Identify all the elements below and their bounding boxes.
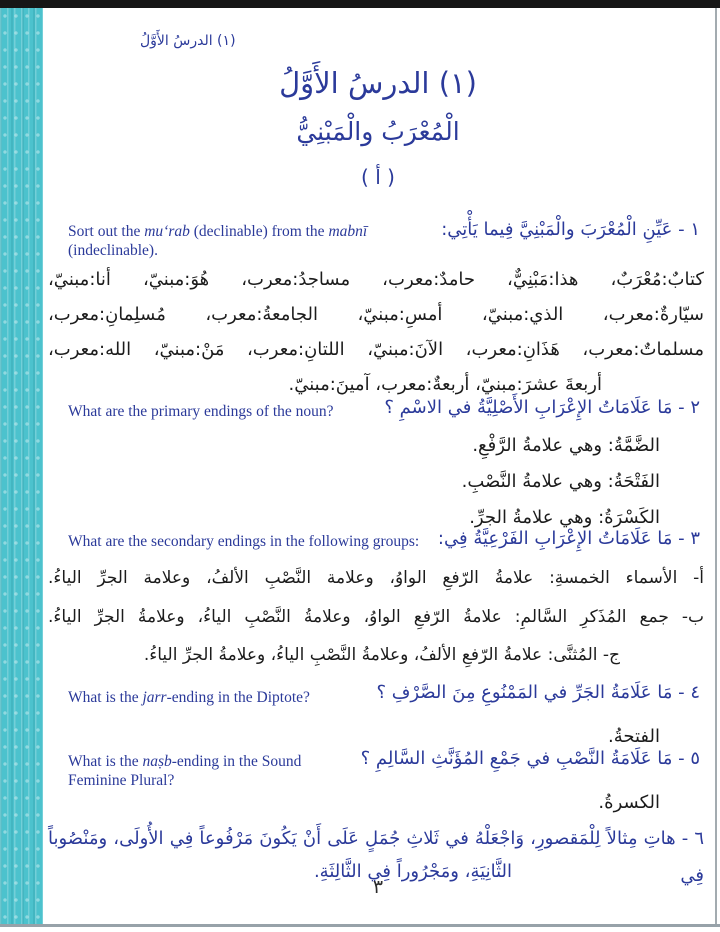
en-term-nasb: naṣb [142,753,172,770]
exercise-4-arabic-question: ٤ - مَا عَلَامَةُ الجَرِّ في المَمْنُوعِ مِنَ الصَّرْفِ ؟ [376,682,700,703]
en-text: (indeclinable). [68,242,158,260]
page-number: ٣ [372,876,384,898]
exercise-1-answer-line-3: مسلماتٌ:معرب، هَذَانِ:معرب، الآنَ:مبنيّ، اللتانِ:معرب، مَنْ:مبنيّ، الله:معرب، [48,339,704,360]
page-top-edge [0,0,720,8]
exercise-2-answer-fatha: الفَتْحَةُ: وهي علامةُ النَّصْبِ. [461,471,660,492]
exercise-1-answer-line-4: أربعةَ عشرَ:مبنيّ، أربعةٌ:معرب، آمينَ:مبنيّ. [288,374,602,395]
section-marker: ( أ ) [361,165,395,189]
en-text: (declinable) from the [189,223,329,240]
exercise-1-answer-line-1: كتابٌ:مُعْرَبٌ، هذا:مَبْنِيٌّ، حامدٌ:معرب، مساجدُ:معرب، هُوَ:مبنيّ، أنا:مبنيّ، [48,269,704,290]
exercise-2-answer-damma: الضَّمَّةُ: وهي علامةُ الرَّفْعِ. [472,435,660,456]
exercise-2-arabic-question: ٢ - مَا عَلَامَاتُ الإِعْرَابِ الأَصْلِيَّةُ في الاسْمِ ؟ [384,397,700,418]
lesson-subtitle: الْمُعْرَبُ والْمَبْنِيُّ [296,117,460,146]
exercise-5-english-question [68,752,360,791]
exercise-6-arabic-line-1: ٦ - هاتِ مِثالاً لِلْمَقصورِ، وَاجْعَلْهُ في ثَلاثِ جُمَلٍ عَلَى أَنْ يَكُونَ مَرْفُوعاً فِي الأُولَى، ومَنْصُوباً فِي [48,828,704,886]
en-text: What is the [68,689,143,706]
exercise-4-english-question [68,688,408,707]
exercise-1-arabic-question: ١ - عَيِّنِ الْمُعْرَبَ والْمَبْنِيَّ فِيما يَأْتِي: [441,219,700,240]
exercise-2-english-question: What are the primary endings of the noun? [68,403,334,420]
en-text: -ending in the Diptote? [166,689,310,706]
en-term-mabni: mabnī [328,223,368,240]
en-term-jarr: jarr [142,689,167,706]
exercise-2-answer-kasra: الكَسْرَةُ: وهي علامةُ الجرِّ. [469,507,660,528]
exercise-3-answer-a: أ- الأسماء الخمسةِ: علامةُ الرّفعِ الواوُ، وعلامة النَّصْبِ الألفُ، وعلامة الجرِّ الياءُ. [48,568,704,588]
lesson-title: (١) الدرسُ الأَوَّلُ [279,66,477,100]
decorative-binding-strip [0,8,43,925]
en-text: Sort out the [68,223,145,240]
exercise-1-answer-line-2: سيّارةٌ:معرب، الذي:مبنيّ، أمسِ:مبنيّ، الجامعةُ:معرب، مُسلِمانِ:معرب، [48,304,704,325]
exercise-1-english-question [68,222,376,261]
exercise-3-arabic-question: ٣ - مَا عَلَامَاتُ الإِعْرَابِ الفَرْعِيَّةُ فِي: [437,528,700,549]
exercise-3-answer-c: ج- المُثنَّى: علامةُ الرّفعِ الألفُ، وعلامةُ النَّصْبِ الياءُ، وعلامةُ الجرِّ الياءُ. [143,645,620,665]
en-term-murab: muʻrab [144,223,190,240]
exercise-3-answer-b: ب- جمع المُذَكرِ السَّالمِ: علامةُ الرّفعِ الواوُ، وعلامةُ النَّصْبِ الياءُ، وعلامةُ الجرِّ الياءُ. [48,607,704,627]
exercise-6-arabic-line-2: الثَّانِيَةِ، ومَجْرُوراً فِي الثَّالِثَةِ. [313,861,512,882]
page-bottom-edge [0,924,720,927]
en-text: -ending in the Sound Feminine Plural? [68,753,302,790]
en-text: What is the [68,753,143,770]
exercise-5-answer: الكسرةُ. [598,792,660,813]
exercise-4-answer: الفتحةُ. [607,726,660,747]
exercise-3-english-question: What are the secondary endings in the following groups: [68,533,420,550]
page-right-edge [715,8,717,925]
running-header: (١) الدرسُ الأَوَّلُ [140,33,236,49]
exercise-5-arabic-question: ٥ - مَا عَلَامَةُ النَّصْبِ في جَمْعِ المُؤَنَّثِ السَّالِمِ ؟ [360,748,700,769]
